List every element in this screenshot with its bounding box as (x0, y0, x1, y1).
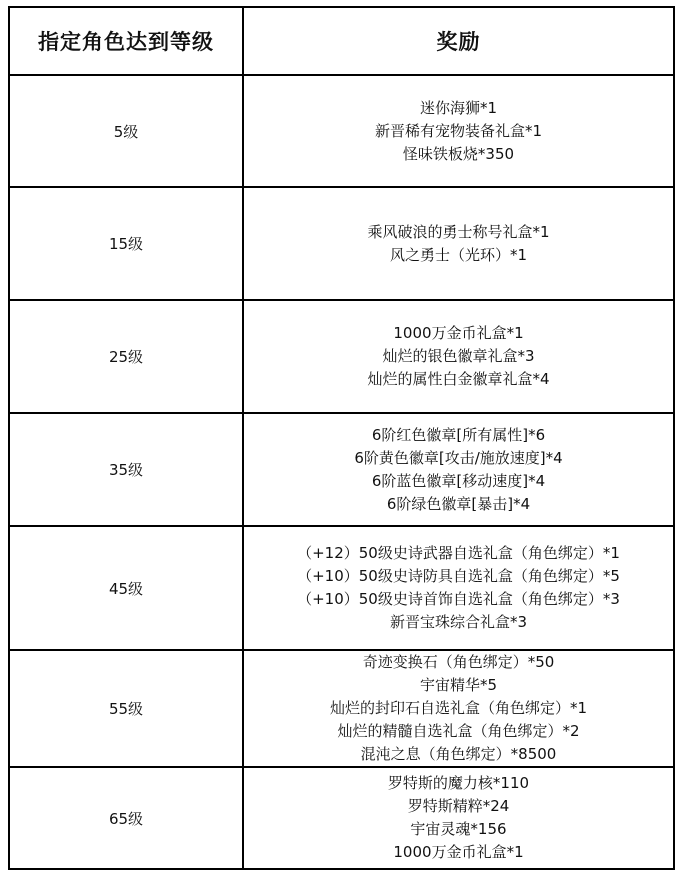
reward-item: 新晋稀有宠物装备礼盒*1 (374, 121, 543, 140)
level-cell: 5级 (9, 75, 243, 187)
column-header-level: 指定角色达到等级 (9, 7, 243, 75)
reward-cell (243, 187, 674, 300)
reward-item: 1000万金币礼盒*1 (393, 324, 524, 342)
level-cell: 55级 (9, 650, 243, 767)
reward-item: 1000万金币礼盒*1 (393, 843, 524, 861)
reward-cell (243, 300, 674, 413)
reward-item: 6阶绿色徽章[暴击]*4 (386, 494, 531, 513)
reward-item: 罗特斯精粹*24 (407, 797, 510, 815)
reward-item: 迷你海狮*1 (419, 98, 498, 117)
reward-item: 宇宙精华*5 (419, 676, 498, 694)
reward-item: 怪味铁板烧*350 (402, 144, 515, 163)
level-cell: 45级 (9, 526, 243, 650)
reward-item: （+10）50级史诗首饰自选礼盒（角色绑定）*3 (297, 590, 620, 608)
reward-cell (243, 526, 674, 650)
reward-item: 罗特斯的魔力核*110 (387, 774, 530, 792)
reward-cell (243, 413, 674, 526)
reward-item: 风之勇士（光环）*1 (389, 245, 528, 264)
table-row (9, 526, 674, 650)
level-cell: 25级 (9, 300, 243, 413)
reward-item: 奇迹变换石（角色绑定）*50 (362, 653, 555, 671)
column-header-reward: 奖励 (243, 7, 674, 75)
reward-item: 乘风破浪的勇士称号礼盒*1 (367, 222, 550, 241)
table-row (9, 650, 674, 767)
reward-item: 混沌之息（角色绑定）*8500 (360, 745, 557, 763)
reward-table (8, 6, 675, 870)
table-header-row (9, 7, 674, 75)
table-row (9, 767, 674, 869)
table-row (9, 413, 674, 526)
reward-item: 灿烂的属性白金徽章礼盒*4 (367, 370, 550, 388)
reward-item: 灿烂的银色徽章礼盒*3 (382, 347, 535, 365)
reward-item: 6阶蓝色徽章[移动速度]*4 (371, 471, 546, 490)
reward-cell (243, 767, 674, 869)
reward-item: 6阶黄色徽章[攻击/施放速度]*4 (354, 448, 563, 467)
level-cell: 35级 (9, 413, 243, 526)
table-row (9, 187, 674, 300)
reward-item: 灿烂的封印石自选礼盒（角色绑定）*1 (329, 699, 588, 717)
table-row (9, 75, 674, 187)
reward-item: 新晋宝珠综合礼盒*3 (389, 613, 528, 631)
reward-cell (243, 650, 674, 767)
reward-cell (243, 75, 674, 187)
reward-item: （+10）50级史诗防具自选礼盒（角色绑定）*5 (297, 567, 620, 585)
reward-item: 6阶红色徽章[所有属性]*6 (371, 425, 546, 444)
reward-item: 灿烂的精髓自选礼盒（角色绑定）*2 (337, 722, 580, 740)
reward-item: （+12）50级史诗武器自选礼盒（角色绑定）*1 (297, 544, 620, 562)
table-row (9, 300, 674, 413)
level-cell: 65级 (9, 767, 243, 869)
level-cell: 15级 (9, 187, 243, 300)
reward-item: 宇宙灵魂*156 (410, 820, 507, 838)
